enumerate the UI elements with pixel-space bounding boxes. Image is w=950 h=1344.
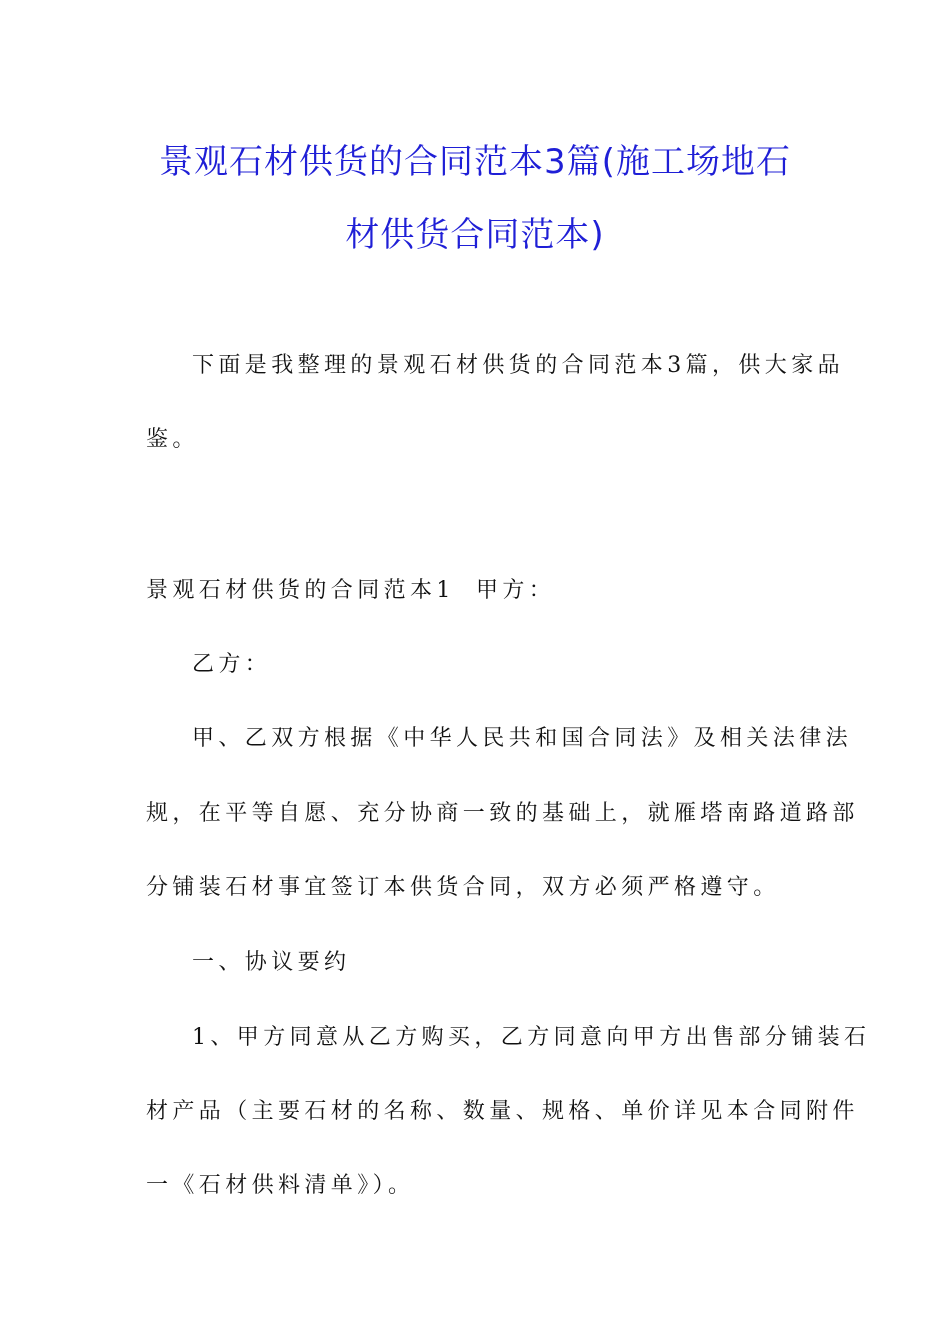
clause-item-line: 一《石材供料清单》）。	[146, 1173, 415, 1198]
clause-item-line: 1、甲方同意从乙方购买，乙方同意向甲方出售部分铺装石	[192, 1025, 871, 1050]
document-title-line-2: 材供货合同范本)	[345, 215, 605, 255]
intro-line-2: 鉴。	[146, 427, 199, 452]
clause-heading: 一、协议要约	[192, 950, 351, 975]
paragraph-line: 甲、乙双方根据《中华人民共和国合同法》及相关法律法	[192, 726, 853, 751]
clause-item-line: 材产品（主要石材的名称、数量、规格、单价详见本合同附件	[146, 1099, 859, 1124]
intro-line-1: 下面是我整理的景观石材供货的合同范本3篇，供大家品	[192, 353, 844, 378]
paragraph-line: 规，在平等自愿、充分协商一致的基础上，就雁塔南路道路部	[146, 801, 859, 826]
party-b-label: 乙方：	[192, 652, 272, 677]
party-a-label: 甲方：	[476, 578, 556, 603]
section-heading: 景观石材供货的合同范本1	[146, 578, 455, 603]
document-title-line-1: 景观石材供货的合同范本3篇(施工场地石	[159, 142, 791, 182]
paragraph-line: 分铺装石材事宜签订本供货合同，双方必须严格遵守。	[146, 875, 780, 900]
